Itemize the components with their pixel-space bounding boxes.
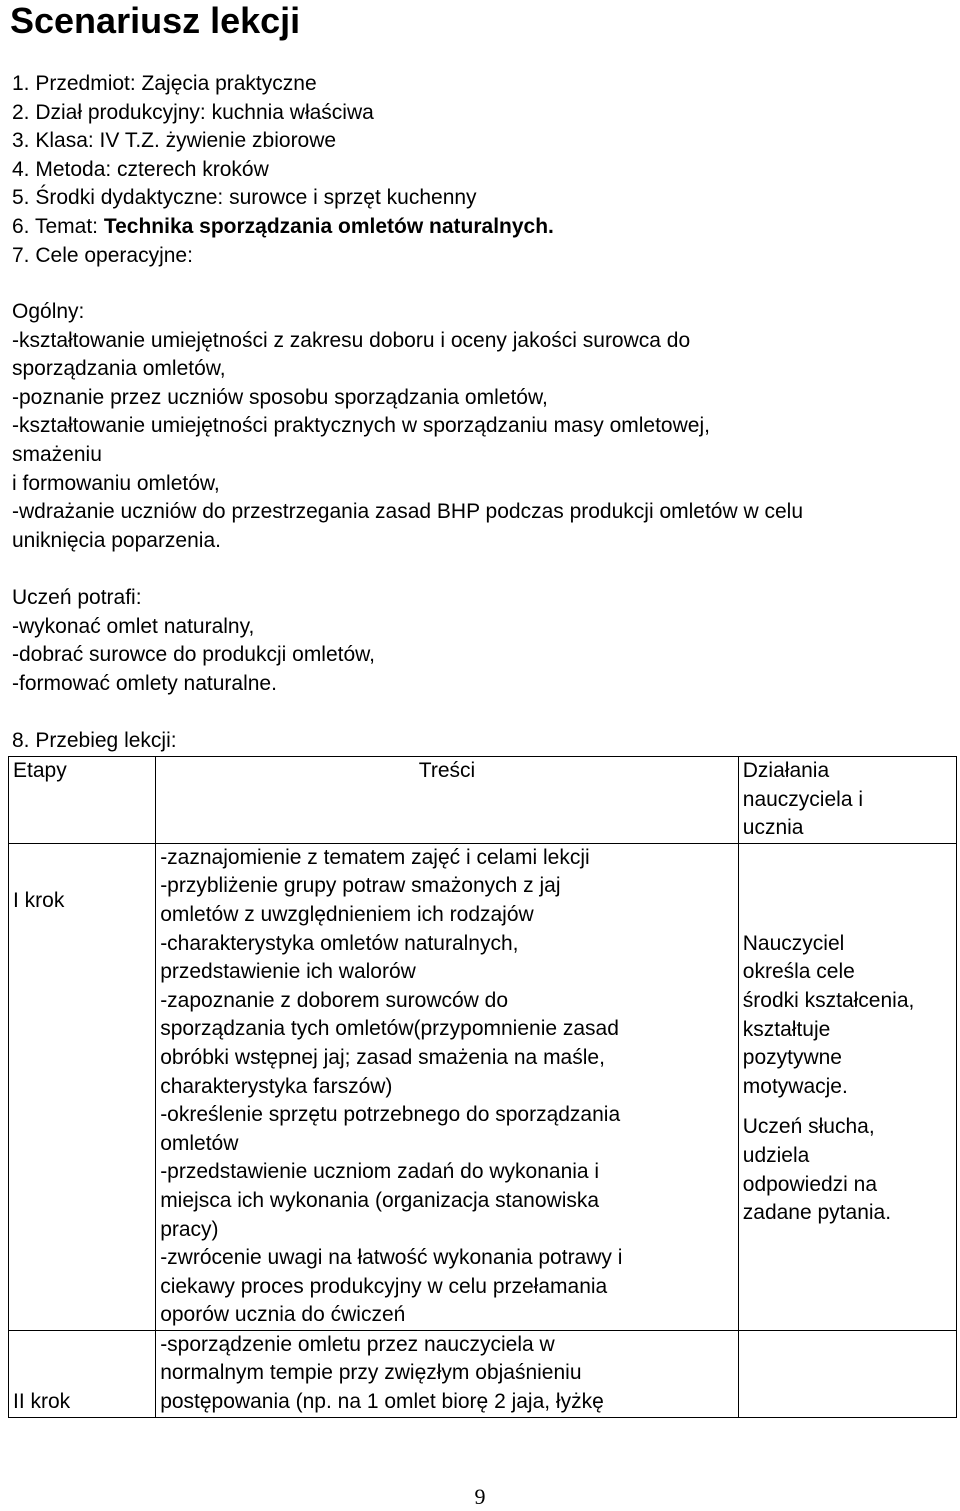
general-goal-line: i formowaniu omletów, [12,471,220,495]
header-stage: Etapy [9,757,156,844]
general-goals [12,298,952,555]
table-row [9,1330,957,1417]
student-goal-line: -wykonać omlet naturalny, [12,614,255,638]
student-goals-heading: Uczeń potrafi: [12,586,142,609]
info-goals: 7. Cele operacyjne: [12,243,193,267]
row2-actions [738,1330,956,1417]
general-goal-line: -kształtowanie umiejętności praktycznych w sporządzaniu masy omletowej, [12,414,710,438]
student-goals [12,584,952,698]
info-method: 4. Metoda: czterech kroków [12,157,269,181]
info-topic-prefix: 6. Temat: [12,214,104,238]
row2-content: -sporządzenie omletu przez nauczyciela w normalnym tempie przy zwięzłym objaśnieniu postępowania (np. na 1 omlet biorę 2 jaja, łyżkę [156,1330,739,1417]
info-materials: 5. Środki dydaktyczne: surowce i sprzęt kuchenny [12,186,477,210]
general-goal-line: uniknięcia poparzenia. [12,528,221,552]
info-class: 3. Klasa: IV T.Z. żywienie zbiorowe [12,129,337,153]
page-number: 9 [474,1484,486,1509]
info-department: 2. Dział produkcyjny: kuchnia właściwa [12,100,374,124]
row2-stage: II krok [9,1330,156,1417]
page-title: Scenariusz lekcji [10,0,301,41]
info-topic-value: Technika sporządzania omletów naturalnych. [103,214,554,238]
general-goal-line: -kształtowanie umiejętności z zakresu doboru i oceny jakości surowca do [12,328,691,352]
lesson-heading-text: 8. Przebieg lekcji: [12,729,177,752]
general-goal-line: sporządzania omletów, [12,357,226,381]
student-goal-line: -formować omlety naturalne. [12,671,277,695]
lesson-info-list [12,70,554,270]
lesson-table [8,756,957,1418]
general-goal-line: -poznanie przez uczniów sposobu sporządzania omletów, [12,385,548,409]
general-goal-line: -wdrażanie uczniów do przestrzegania zasad BHP podczas produkcji omletów w celu [12,500,804,524]
header-content: Treści [156,757,739,844]
info-topic [12,213,554,242]
header-actions: Działania nauczyciela i ucznia [738,757,956,844]
lesson-heading [12,727,952,756]
student-goal-line: -dobrać surowce do produkcji omletów, [12,643,376,667]
general-goal-line: smażeniu [12,442,102,466]
general-goals-heading: Ogólny: [12,300,85,323]
row1-content: -zaznajomienie z tematem zajęć i celami lekcji -przybliżenie grupy potraw smażonych z jaj omletów z uwzględnieniem ich rodzajów -charakterystyka omletów naturalnych, przedstawienie ich walorów -zapoznanie z doborem surowców do sporządzania tych omletów(przypomnienie zasad obróbki wstępnej jaj; zasad smażenia na maśle, charakterystyka farszów) -określenie sprzętu potrzebnego do sporządzania omletów -przedstawienie uczniom zadań do wykonania i miejsca ich wykonania (organizacja stanowiska pracy) -zwrócenie uwagi na łatwość wykonania potrawy i ciekawy proces produkcyjny w celu przełamania oporów ucznia do ćwiczeń [156,843,739,1330]
info-subject: 1. Przedmiot: Zajęcia praktyczne [12,72,317,95]
table-header-row [9,757,957,844]
table-row [9,843,957,1330]
row1-actions: Nauczyciel określa cele środki kształcenia, kształtuje pozytywne motywacje. Uczeń słucha, udziela odpowiedzi na zadane pytania. [738,843,956,1330]
row1-stage: I krok [9,843,156,1330]
